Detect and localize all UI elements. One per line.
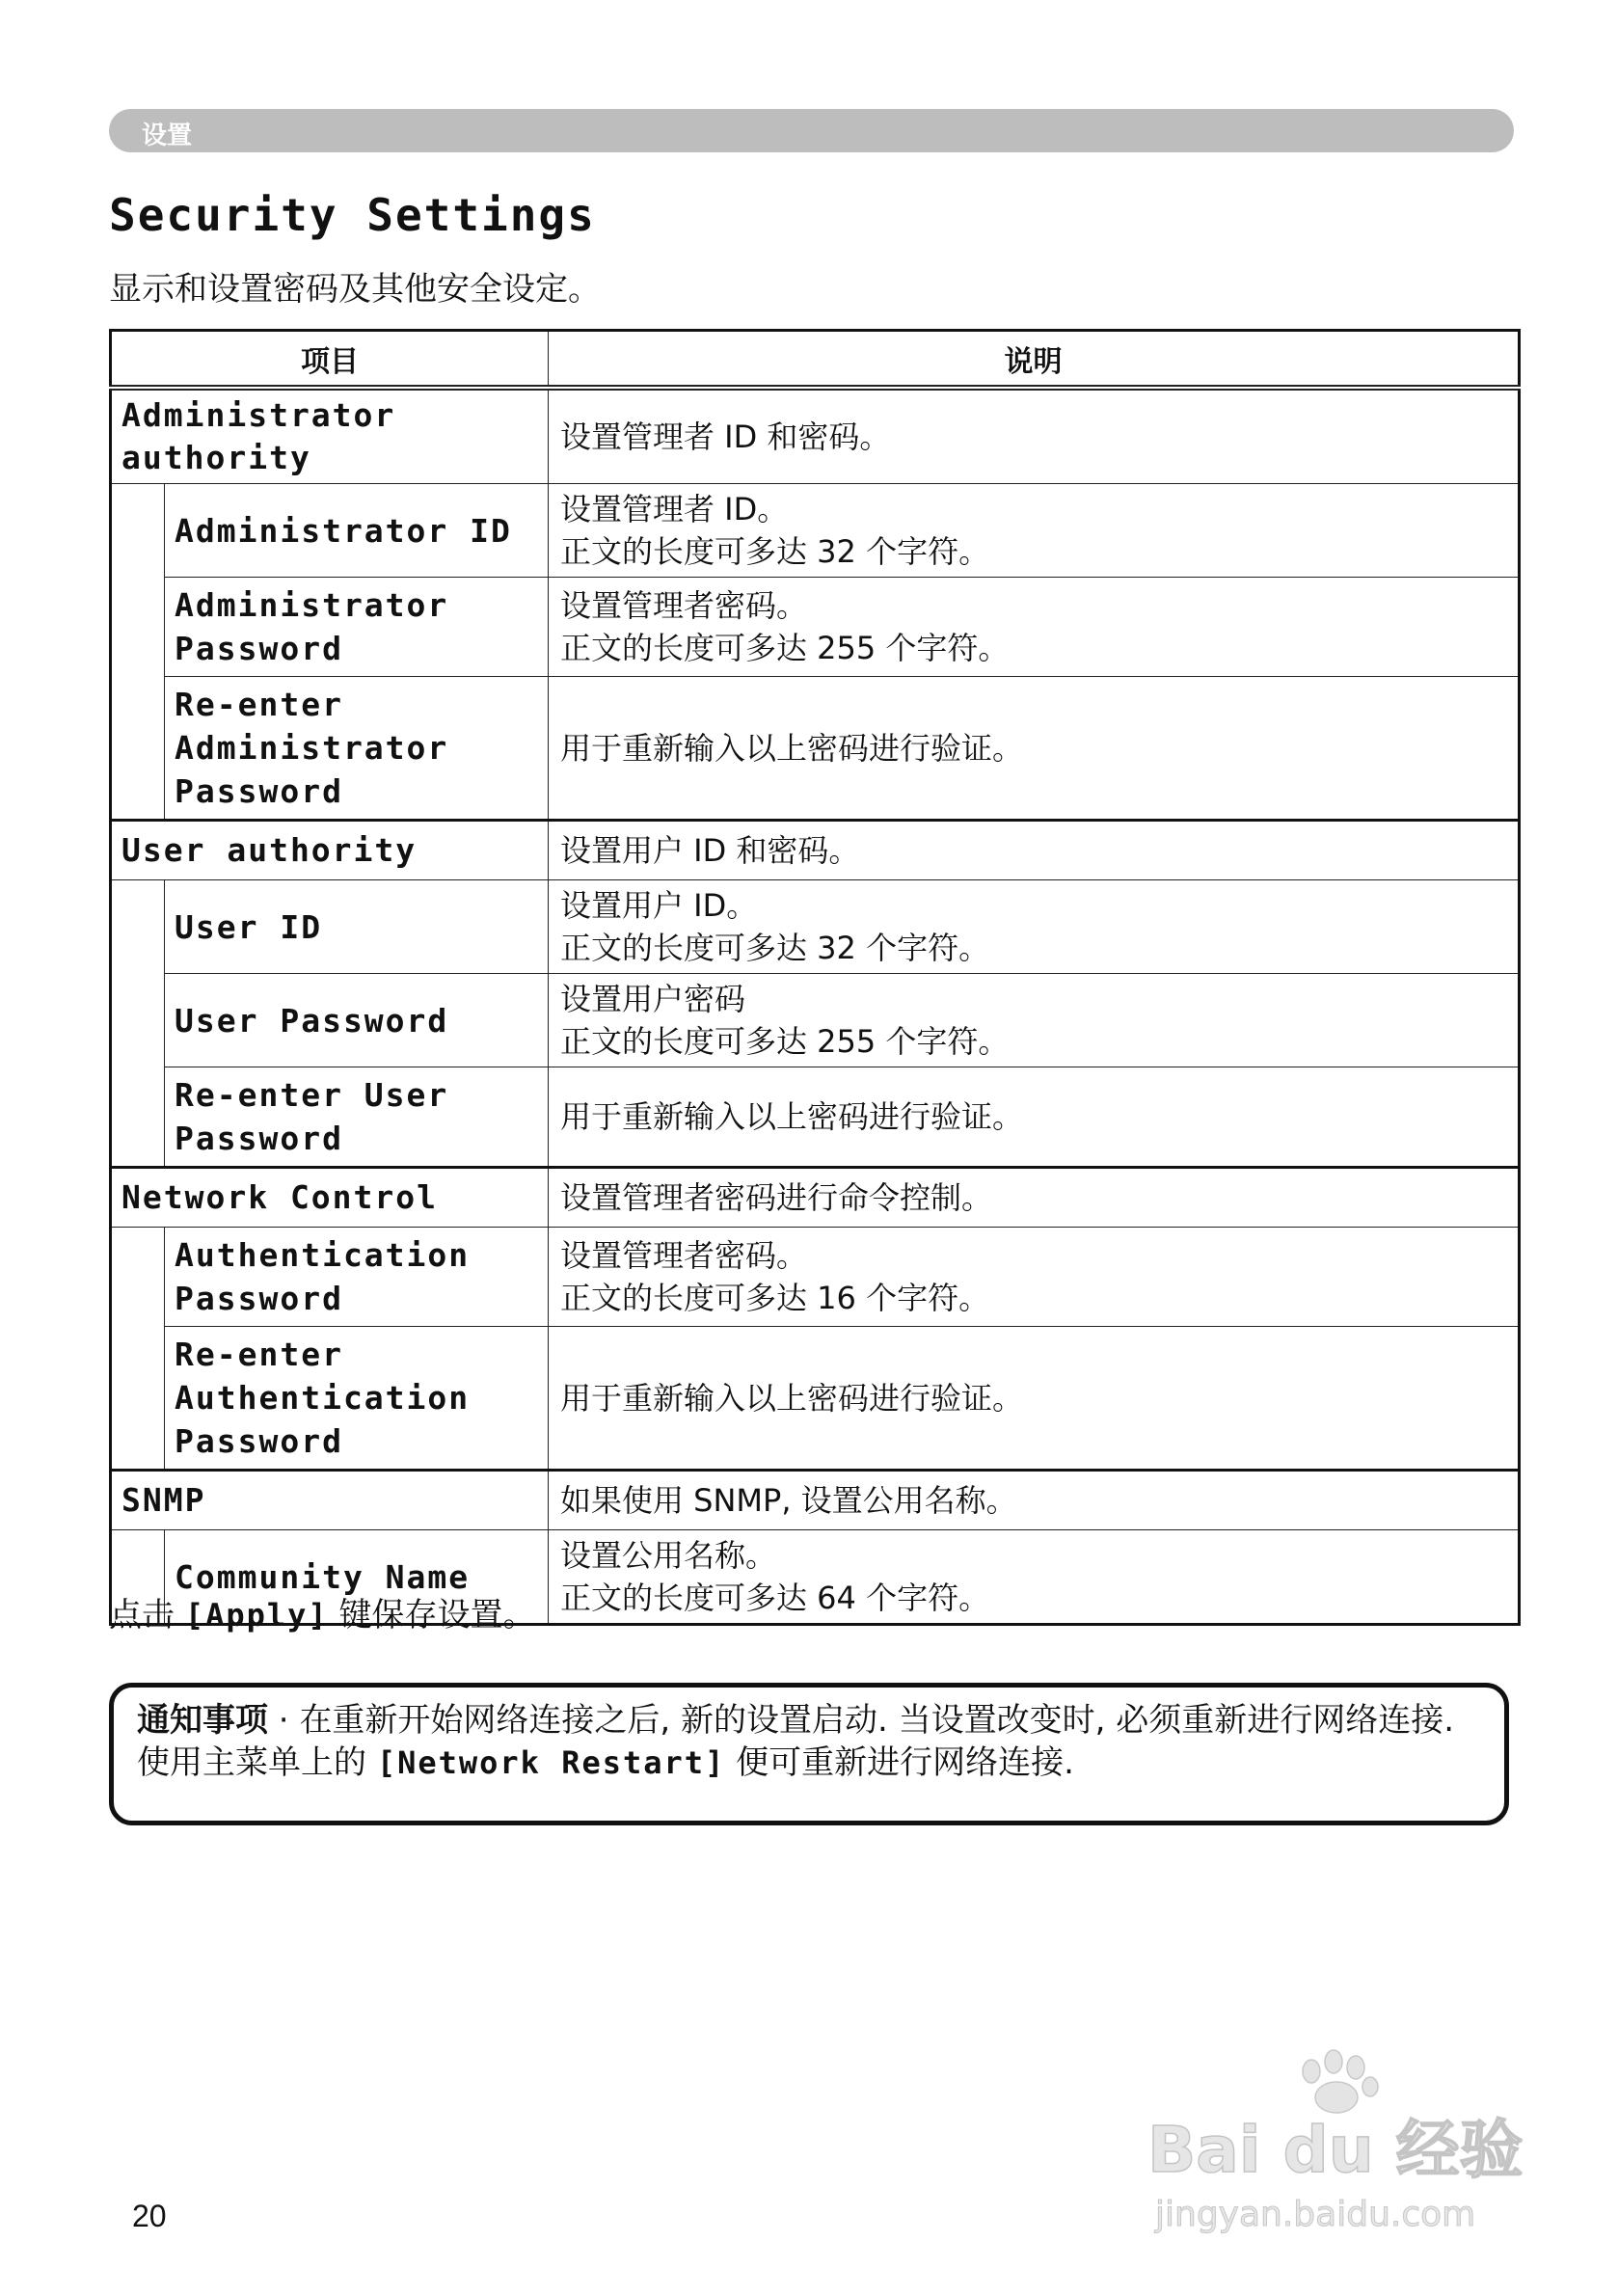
- table-body: [111, 388, 1520, 1625]
- section-header-bar: [109, 109, 1514, 152]
- item-description: [549, 974, 1520, 1067]
- item-label-line: User ID: [175, 907, 323, 946]
- item-description: [549, 880, 1520, 974]
- item-description-line: 正文的长度可多达 255 个字符。: [560, 630, 1010, 666]
- item-description-line: 正文的长度可多达 16 个字符。: [560, 1280, 990, 1316]
- item-label-line: Re-enter Administrator: [175, 686, 449, 767]
- indent-spacer: [111, 880, 165, 1168]
- baidu-jingyan-watermark: [1147, 2044, 1533, 2247]
- item-label-line: Authentication: [175, 1236, 471, 1274]
- item-label-line: Password: [175, 1422, 343, 1460]
- indent-spacer: [111, 1228, 165, 1471]
- item-label-line: User Password: [175, 1001, 449, 1040]
- item-label: [165, 880, 549, 974]
- item-label: [165, 677, 549, 821]
- item-label-line: Administrator: [175, 586, 449, 624]
- group-label: User authority: [111, 821, 549, 880]
- item-description-line: 设置管理者 ID。: [560, 491, 789, 527]
- header-description: 说明: [549, 331, 1520, 389]
- item-label-line: Password: [175, 1120, 343, 1157]
- group-label: Network Control: [111, 1168, 549, 1228]
- group-description: 设置管理者 ID 和密码。: [549, 388, 1520, 484]
- item-description-line: 正文的长度可多达 32 个字符。: [560, 533, 990, 570]
- item-description: [549, 1067, 1520, 1168]
- section-label: 设置: [142, 122, 193, 150]
- item-description: [549, 1228, 1520, 1327]
- page-number: 20: [132, 2199, 167, 2233]
- table-row: [111, 677, 1520, 821]
- page-intro: 显示和设置密码及其他安全设定。: [109, 270, 601, 309]
- item-label-line: Authentication: [175, 1379, 471, 1417]
- item-description: [549, 1327, 1520, 1471]
- group-description: 设置用户 ID 和密码。: [549, 821, 1520, 880]
- notice-title: 通知事项: [137, 1701, 268, 1740]
- group-label: SNMP: [111, 1471, 549, 1530]
- item-description-line: 正文的长度可多达 32 个字符。: [560, 930, 990, 966]
- table-row: [111, 880, 1520, 974]
- notice-text-after: 便可重新进行网络连接.: [725, 1743, 1074, 1782]
- item-label-line: Password: [175, 630, 343, 667]
- item-label: [165, 1067, 549, 1168]
- item-label: [165, 974, 549, 1067]
- item-label-line: Password: [175, 772, 343, 810]
- item-label: [165, 1228, 549, 1327]
- item-description-line: 设置管理者密码。: [560, 1237, 808, 1274]
- apply-button-label: [Apply]: [184, 1597, 329, 1634]
- item-description-line: 正文的长度可多达 255 个字符。: [560, 1023, 1010, 1060]
- table-row: [111, 1067, 1520, 1168]
- table-row: [111, 1327, 1520, 1471]
- notice-box: [109, 1683, 1509, 1825]
- item-description: [549, 677, 1520, 821]
- group-row: [111, 388, 1520, 484]
- item-description-line: 设置用户密码: [560, 981, 746, 1017]
- item-label-line: Community Name: [175, 1557, 471, 1596]
- group-description: 设置管理者密码进行命令控制。: [549, 1168, 1520, 1228]
- group-description: 如果使用 SNMP, 设置公用名称。: [549, 1471, 1520, 1530]
- item-description-line: 设置公用名称。: [560, 1537, 777, 1574]
- apply-note-prefix: 点击: [109, 1596, 185, 1634]
- indent-spacer: [111, 484, 165, 821]
- apply-note-suffix: 键保存设置。: [328, 1596, 536, 1634]
- item-label-line: Re-enter: [175, 1336, 343, 1373]
- page-title: Security Settings: [109, 189, 596, 241]
- watermark-brand: Bai du 经验: [1147, 2113, 1524, 2187]
- group-label: Administrator authority: [111, 388, 549, 484]
- item-description-line: 用于重新输入以上密码进行验证。: [560, 729, 1024, 767]
- item-description-line: 设置用户 ID。: [560, 887, 758, 924]
- header-item: 项目: [111, 331, 549, 389]
- item-description: [549, 1530, 1520, 1625]
- table-row: [111, 484, 1520, 578]
- item-label-line: Re-enter User: [175, 1076, 449, 1114]
- table-row: [111, 578, 1520, 677]
- item-description-line: 用于重新输入以上密码进行验证。: [560, 1379, 1024, 1417]
- group-row: [111, 1471, 1520, 1530]
- item-description-line: 设置管理者密码。: [560, 587, 808, 624]
- item-label-line: Password: [175, 1280, 343, 1317]
- group-row: [111, 821, 1520, 880]
- item-label: [165, 1327, 549, 1471]
- item-description: [549, 578, 1520, 677]
- table-row: [111, 1228, 1520, 1327]
- item-label: [165, 484, 549, 578]
- table-row: [111, 974, 1520, 1067]
- item-description-line: 用于重新输入以上密码进行验证。: [560, 1098, 1024, 1135]
- network-restart-label: [Network Restart]: [376, 1744, 726, 1781]
- apply-note: [109, 1588, 535, 1635]
- item-label: [165, 578, 549, 677]
- notice-text-before: 在重新开始网络连接之后, 新的设置启动. 当设置改变时, 必须重新进行网络连接. 使用主菜单上的: [137, 1701, 1455, 1782]
- watermark-url: jingyan.baidu.com: [1155, 2195, 1476, 2234]
- item-description: [549, 484, 1520, 578]
- group-row: [111, 1168, 1520, 1228]
- notice-bullet: ·: [268, 1701, 300, 1740]
- settings-table: [109, 329, 1521, 1626]
- table-header-row: [111, 331, 1520, 389]
- item-label-line: Administrator ID: [175, 511, 512, 550]
- item-description-line: 正文的长度可多达 64 个字符。: [560, 1580, 990, 1616]
